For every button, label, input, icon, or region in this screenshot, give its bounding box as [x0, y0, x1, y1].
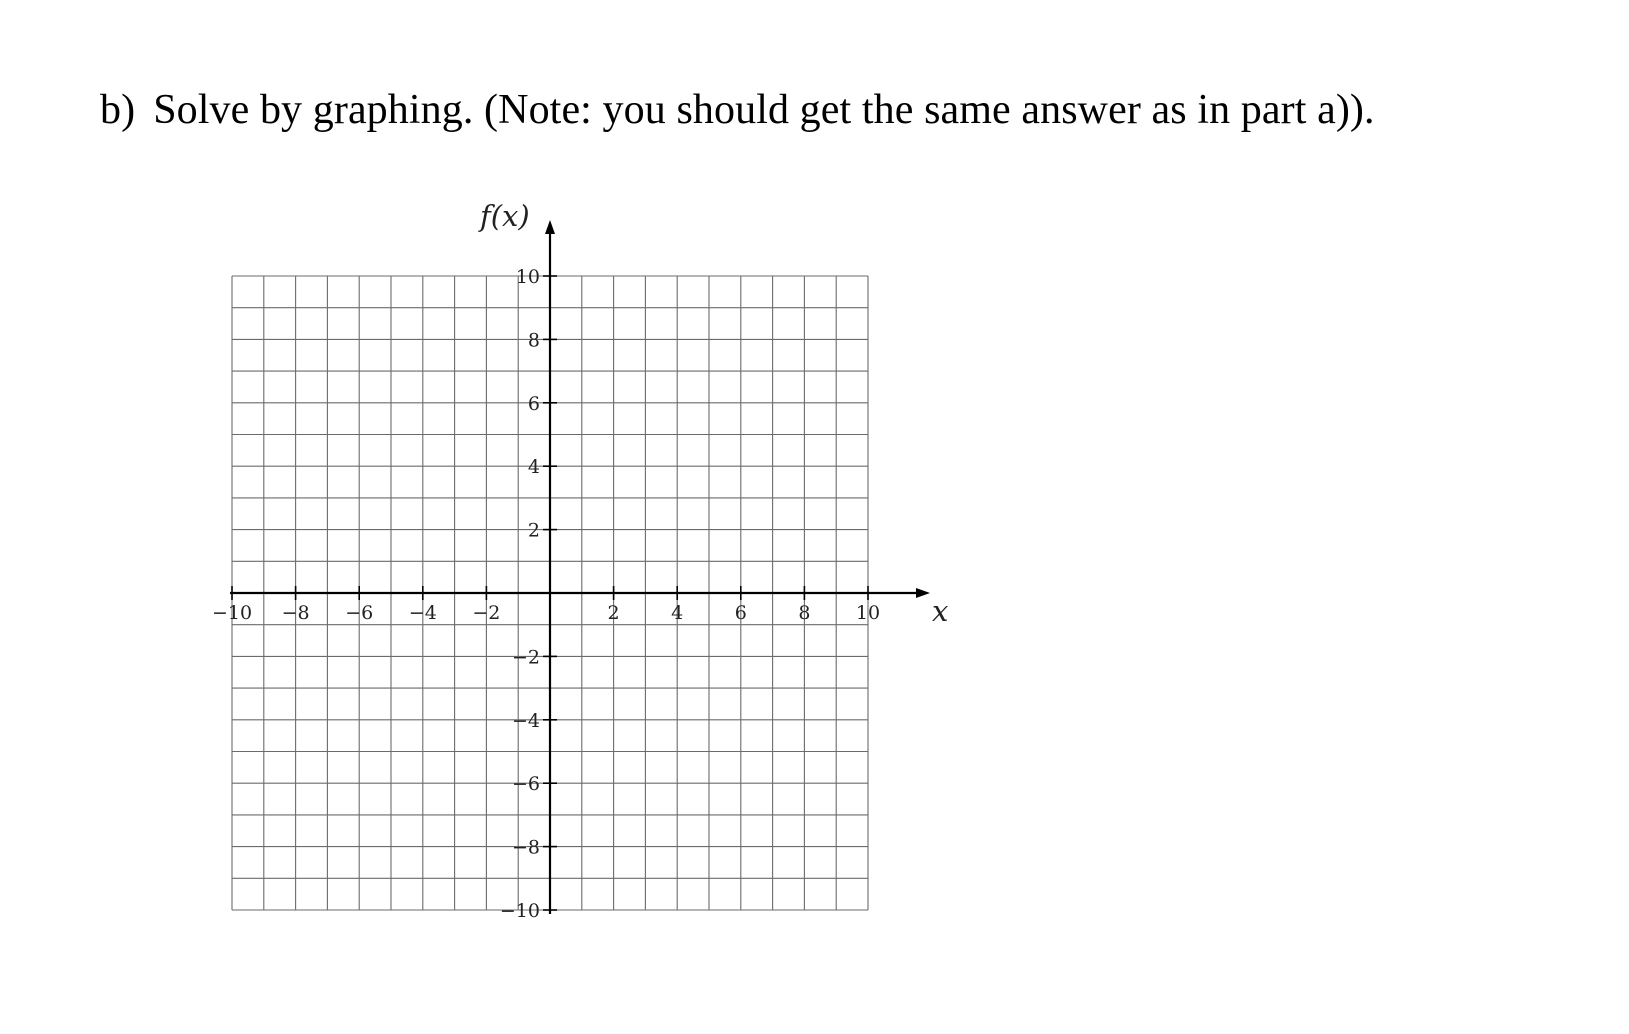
- y-tick-label: −6: [511, 773, 540, 796]
- y-tick-label: −10: [499, 900, 540, 922]
- x-tick-label: 8: [798, 602, 811, 624]
- x-tick-label: −4: [408, 602, 437, 624]
- x-tick-label: −6: [345, 602, 374, 624]
- y-tick-label: 6: [527, 392, 540, 415]
- x-tick-label: −2: [472, 602, 501, 624]
- axes: [230, 220, 930, 914]
- x-tick-label: −8: [281, 602, 310, 624]
- y-tick-label: 10: [515, 266, 540, 288]
- y-tick-label: 4: [527, 456, 540, 479]
- y-tick-label: 8: [527, 329, 540, 352]
- question-text: Solve by graphing. (Note: you should get the same answer as in part a)).: [153, 87, 1375, 133]
- y-tick-label: 2: [527, 519, 540, 542]
- x-tick-label: 6: [734, 602, 747, 624]
- x-tick-label: 2: [607, 602, 620, 624]
- x-tick-label: 10: [855, 602, 881, 624]
- question-label: b): [100, 87, 136, 133]
- y-tick-label: −2: [511, 646, 540, 669]
- x-axis-label: x: [932, 594, 949, 628]
- x-axis-arrow-icon: [916, 588, 930, 598]
- x-tick-label: 4: [671, 602, 684, 624]
- y-tick-label: −4: [511, 709, 540, 732]
- x-tick-label: −10: [211, 602, 253, 624]
- y-axis-label: f(x): [480, 199, 530, 233]
- y-axis-arrow-icon: [545, 220, 555, 234]
- y-tick-label: −8: [511, 836, 540, 859]
